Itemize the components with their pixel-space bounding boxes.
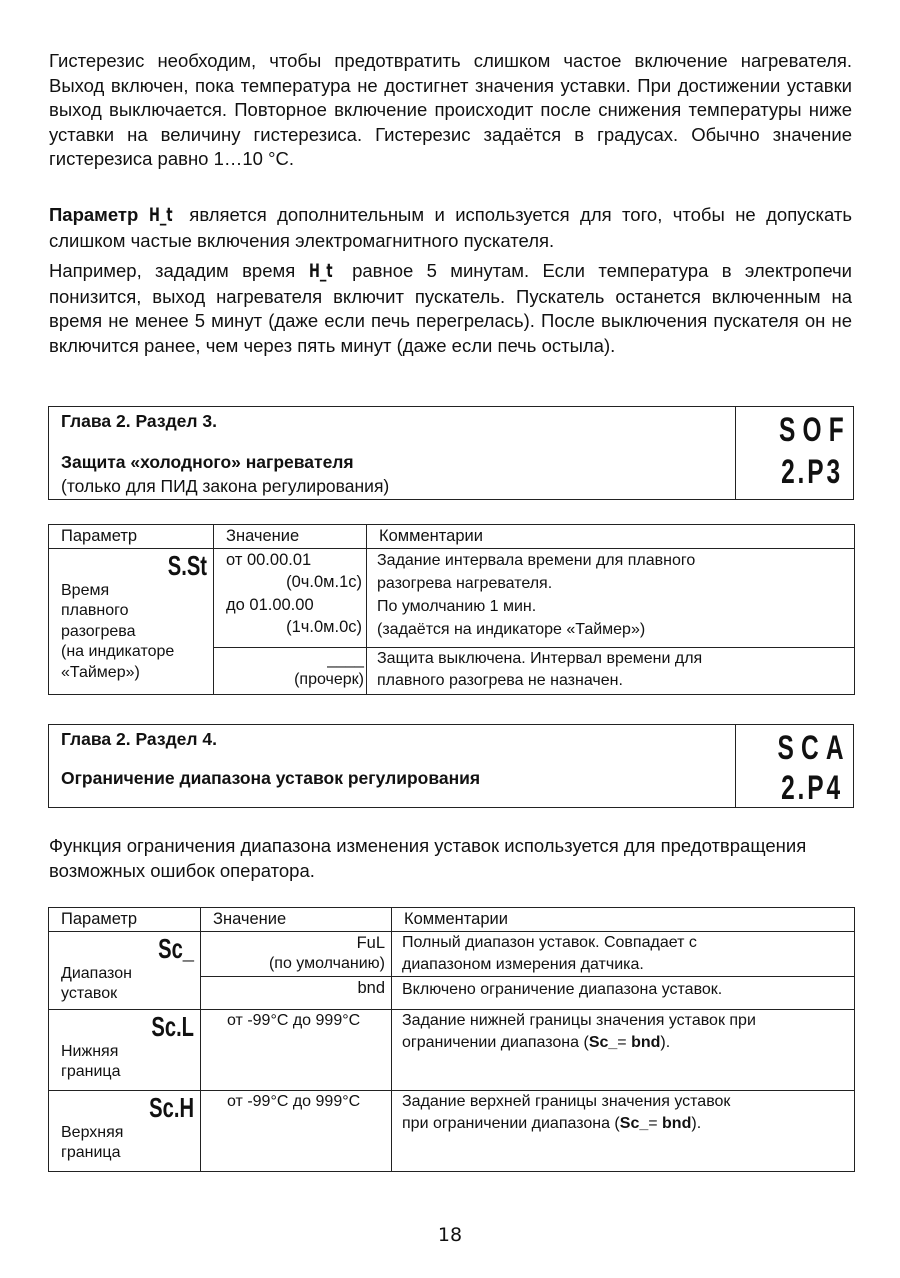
section4-title: Ограничение диапазона уставок регулирования (61, 768, 481, 788)
value-cell-range (214, 548, 367, 647)
comment-line (402, 1113, 848, 1135)
table-header-row (49, 908, 855, 932)
soft-start-table (48, 524, 855, 695)
comment-line: разогрева нагревателя. (377, 574, 553, 592)
paragraph-example (49, 259, 852, 358)
param-desc-line: разогрева (61, 622, 136, 640)
comment-text: = (648, 1114, 663, 1132)
param-cell-sc (49, 931, 201, 1009)
comment-cell-range (367, 548, 855, 647)
comment-line: (задаётся на индикаторе «Таймер») (377, 620, 646, 638)
comment-text: при ограничении диапазона ( (402, 1114, 620, 1132)
param-desc-line: Время (61, 581, 110, 599)
paragraph-setpoint-limit: Функция ограничения диапазона изменения уставок используется для предотвращения возможных ошибок оператора. (49, 835, 807, 881)
param-desc-line: уставок (61, 985, 118, 1002)
comment-cell-ful (392, 931, 855, 976)
table-row (49, 1009, 855, 1090)
comment-cell-scl (392, 1009, 855, 1090)
comment-bold-sc: Sc_ (619, 1114, 649, 1132)
section3-code-sof: SOF (779, 411, 851, 449)
ht-code: H_t (148, 205, 173, 226)
comment-cell-bnd (392, 976, 855, 1009)
section3-title-cell (49, 407, 736, 499)
param-desc-line: «Таймер») (61, 663, 140, 681)
header-value: Значение (214, 525, 367, 549)
param-desc-line: (на индикаторе (61, 643, 175, 660)
section4-header (48, 724, 854, 808)
comment-text: = (617, 1033, 632, 1051)
paragraph-parameter-ht (49, 203, 852, 253)
param-desc-line: Верхняя (61, 1123, 124, 1141)
value-cell-bnd (201, 976, 392, 1009)
value-dash: ____ (327, 649, 364, 668)
comment-line: Включено ограничение диапазона уставок. (402, 980, 723, 998)
table-header-row (49, 525, 855, 549)
paragraph-hysteresis: Гистерезис необходим, чтобы предотвратить слишком частое включение нагревателя. Выход включен, пока температура не достигнет значения уставки. При достижении уставки выход выключается. Повторное включение происходит после снижения температуры ниже уставки на величину гистерезиса. Гистерезис задаётся в градусах. Обычно значение гистерезиса равно 1…10 °С. (49, 50, 852, 170)
section3-code-cell (734, 407, 853, 499)
table-row (49, 1090, 855, 1171)
comment-line: Защита выключена. Интервал времени для (377, 649, 703, 667)
header-comments: Комментарии (392, 908, 855, 932)
paragraph-text-a: Например, зададим время (49, 260, 309, 281)
table-row (49, 548, 855, 647)
comment-line: диапазоном измерения датчика. (402, 955, 644, 973)
value-dash-note: (прочерк) (294, 671, 364, 688)
value-cell-sch: от -99°С до 999°С (201, 1090, 392, 1171)
param-cell-scl (49, 1009, 201, 1090)
header-parameter: Параметр (49, 908, 201, 932)
comment-line: Задание верхней границы значения уставок (402, 1092, 731, 1110)
section3-title: Защита «холодного» нагревателя (61, 452, 354, 472)
param-code-scl: Sc.L (151, 1010, 194, 1042)
section3-code-2p3: 2.P3 (781, 453, 843, 491)
paragraph-text: является дополнительным и используется для того, чтобы не допускать слишком частые включения электромагнитного пускателя. (49, 204, 853, 251)
param-desc-line: граница (61, 1063, 121, 1080)
comment-bold-sc: Sc_ (588, 1033, 618, 1051)
value-line: от 00.00.01 (226, 550, 312, 569)
param-cell-sch (49, 1090, 201, 1171)
page-number: 18 (437, 1224, 463, 1246)
comment-bold-bnd: bnd (631, 1033, 661, 1051)
ht-code-2: H_t (308, 261, 333, 282)
section4-chapter: Глава 2. Раздел 4. (61, 729, 217, 749)
param-cell-sst (49, 548, 214, 694)
value-line: (1ч.0м.0с) (286, 618, 362, 636)
comment-text: ). (691, 1114, 702, 1132)
table-row (49, 931, 855, 976)
param-code-sch: Sc.H (149, 1091, 194, 1123)
comment-line: Задание интервала времени для плавного (377, 551, 696, 569)
comment-line (402, 1032, 848, 1054)
section4-code-2p4: 2.P4 (781, 769, 843, 807)
header-comments: Комментарии (367, 525, 855, 549)
param-desc-line: Нижняя (61, 1042, 119, 1060)
section3-chapter: Глава 2. Раздел 3. (61, 411, 217, 431)
comment-line: Задание нижней границы значения уставок при (402, 1011, 756, 1029)
header-value: Значение (201, 908, 392, 932)
value-ful: FuL (356, 933, 385, 952)
section4-title-cell (49, 725, 736, 807)
section3-subtitle: (только для ПИД закона регулирования) (61, 476, 390, 496)
comment-text: ). (660, 1033, 671, 1051)
value-cell-ful (201, 931, 392, 976)
paragraph-text-b: равное 5 минутам. Если температура в электропечи понизится, выход нагревателя включит пускатель. Пускатель останется включенным на время не менее 5 минут (даже если печь перегрелась). После выключения пускателя он не включится ранее, чем через пять минут (даже если печь остыла). (49, 260, 852, 356)
header-parameter: Параметр (49, 525, 214, 549)
section4-code-sca: SCA (777, 729, 851, 767)
comment-line: Полный диапазон уставок. Совпадает с (402, 933, 697, 951)
section3-header (48, 406, 854, 500)
param-code-sst: S.St (167, 549, 207, 581)
setpoint-range-table (48, 907, 855, 1172)
comment-line: плавного разогрева не назначен. (377, 671, 623, 689)
value-cell-scl: от -99°С до 999°С (201, 1009, 392, 1090)
param-desc-line: Диапазон (61, 964, 132, 982)
value-cell-dash (214, 647, 367, 694)
comment-cell-sch (392, 1090, 855, 1171)
param-code-sc: Sc_ (158, 932, 194, 964)
value-bnd: bnd (357, 978, 385, 997)
param-desc-line: граница (61, 1144, 121, 1161)
comment-cell-dash (367, 647, 855, 694)
param-desc-line: плавного (61, 602, 129, 619)
comment-line: По умолчанию 1 мин. (377, 597, 537, 615)
value-line: до 01.00.00 (226, 595, 314, 614)
value-ful-note: (по умолчанию) (268, 955, 385, 972)
value-line: (0ч.0м.1с) (286, 573, 362, 591)
comment-text: ограничении диапазона ( (402, 1033, 589, 1051)
paragraph-bold-label: Параметр (49, 204, 139, 225)
comment-bold-bnd: bnd (662, 1114, 692, 1132)
section4-code-cell (734, 725, 853, 807)
